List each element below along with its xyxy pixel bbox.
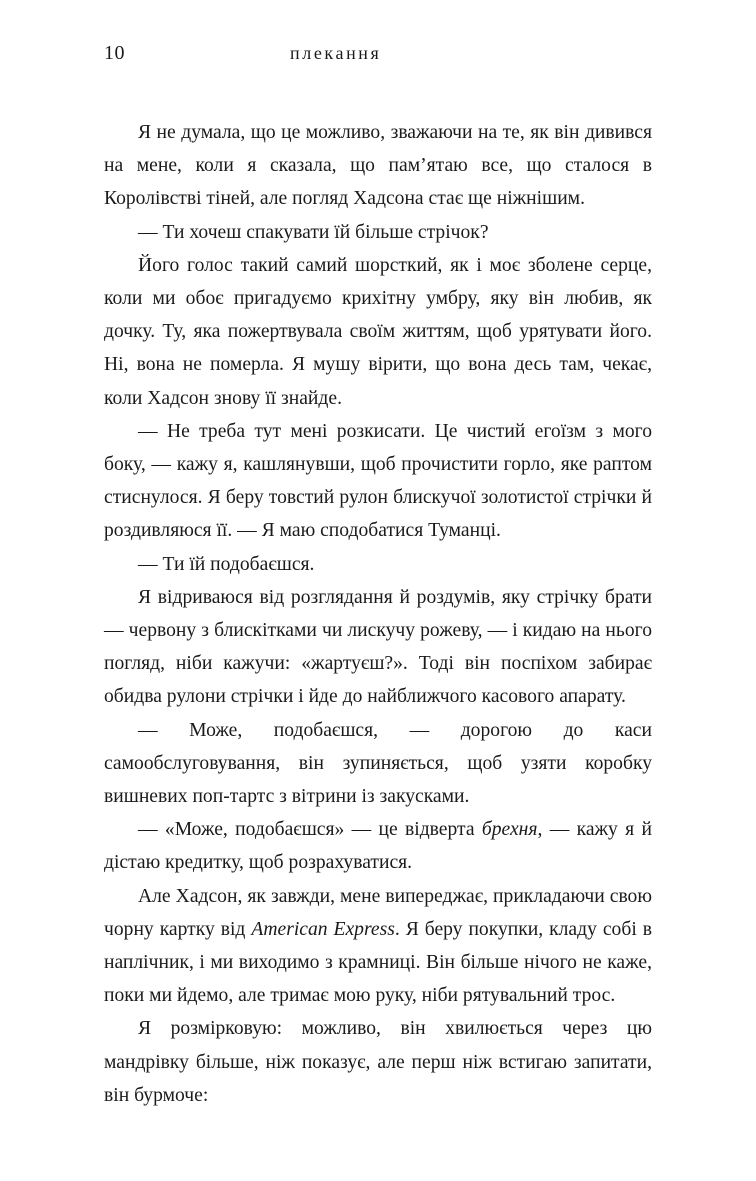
page-number: 10 (104, 42, 125, 64)
paragraph-dialogue: — Ти хочеш спакувати їй більше стрічок? (138, 221, 489, 243)
paragraph-dialogue: — Не треба тут мені розкисати. Це чистий егоїзм з мого боку, — кажу я, кашлянувши, щоб прочистити горло, яке раптом стиснулося. Я беру товстий рулон блискучої золотистої стрічки й роздивляюся її. — Я маю сподобатися Туманці. (104, 420, 652, 542)
paragraph: Я відриваюся від розглядання й роздумів, яку стрічку брати — червону з блискітками чи лискучу рожеву, — і кидаю на нього погляд, ніби кажучи: «жартуєш?». Тоді він поспіхом забирає обидва рулони стрічки і йде до найближчого касового апарату. (104, 586, 652, 708)
paragraph: Його голос такий самий шорсткий, як і моє зболене серце, коли ми обоє пригадуємо крихітну умбру, яку він любив, як дочку. Ту, яка пожертвувала своїм життям, щоб урятувати його. Ні, вона не померла. Я мушу вірити, що вона десь там, чекає, коли Хадсон знову її знайде. (104, 254, 652, 409)
paragraph-italic: Але Хадсон, як завжди, мене випереджає, прикладаючи свою чорну картку від American Express. Я беру покупки, кладу собі в наплічник, і ми виходимо з крамниці. Він більше нічого не каже, поки ми йдемо, але тримає мою руку, ніби рятувальний трос. (104, 885, 652, 1007)
paragraph-dialogue-italic: — «Може, подобаєшся» — це відверта брехня, — кажу я й дістаю кредитку, щоб розрахуватися. (104, 819, 652, 874)
paragraph: Я розмірковую: можливо, він хвилюється через цю мандрівку більше, ніж показує, але перш ніж встигаю запитати, він бурмоче: (104, 1018, 652, 1106)
book-title-header: плекання (290, 43, 382, 63)
paragraph-dialogue: — Ти їй подобаєшся. (138, 553, 315, 575)
running-head (104, 42, 652, 82)
paragraph-dialogue: — Може, подобаєшся, — дорогою до каси самообслуговування, він зупиняється, щоб узяти коробку вишневих поп-тартс з вітрини із закусками. (104, 719, 652, 808)
body-text (104, 116, 652, 1112)
paragraph: Я не думала, що це можливо, зважаючи на те, як він дивився на мене, коли я сказала, що пам’ятаю все, що сталося в Королівстві тіней, але погляд Хадсона стає ще ніжнішим. (104, 122, 652, 210)
